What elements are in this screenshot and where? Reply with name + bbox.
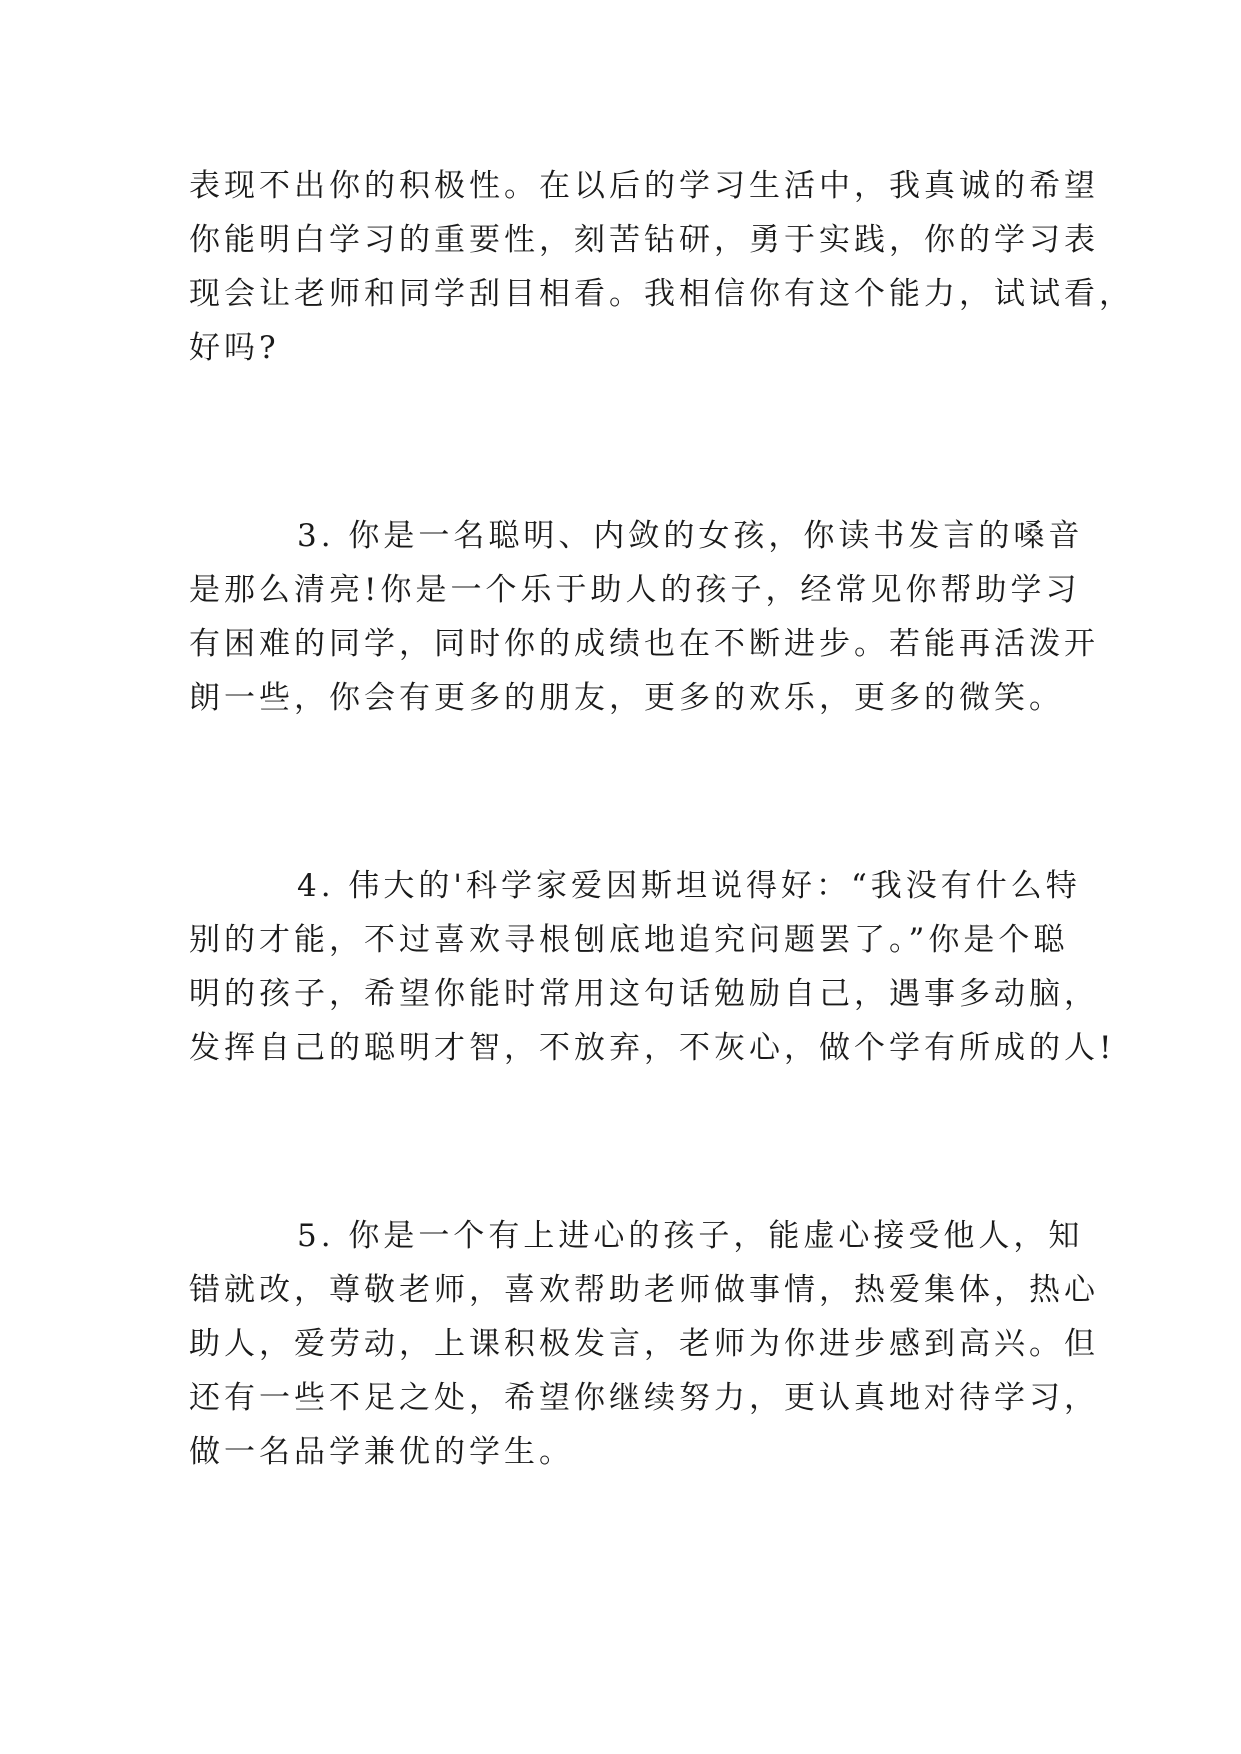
text-line: 5. 你是一个有上进心的孩子，能虚心接受他人，知	[297, 1218, 1084, 1254]
text-line: 别的才能，不过喜欢寻根刨底地追究问题罢了。”你是个聪	[189, 922, 1069, 958]
text-line: 朗一些，你会有更多的朋友，更多的欢乐，更多的微笑。	[189, 680, 1064, 716]
text-line: 3. 你是一名聪明、内敛的女孩，你读书发言的嗓音	[297, 518, 1084, 554]
text-line: 表现不出你的积极性。在以后的学习生活中，我真诚的希望	[189, 168, 1099, 204]
text-line: 4. 伟大的'科学家爱因斯坦说得好：“我没有什么特	[297, 868, 1081, 904]
text-line: 有困难的同学，同时你的成绩也在不断进步。若能再活泼开	[189, 626, 1099, 662]
text-line: 好吗?	[189, 330, 280, 366]
text-line: 错就改，尊敬老师，喜欢帮助老师做事情，热爱集体，热心	[189, 1272, 1099, 1308]
text-line: 你能明白学习的重要性，刻苦钻研，勇于实践，你的学习表	[189, 222, 1099, 258]
text-line: 发挥自己的聪明才智，不放弃，不灰心，做个学有所成的人!	[189, 1030, 1116, 1066]
text-line: 现会让老师和同学刮目相看。我相信你有这个能力，试试看，	[189, 276, 1134, 312]
text-line: 做一名品学兼优的学生。	[189, 1434, 574, 1470]
text-line: 是那么清亮!你是一个乐于助人的孩子，经常见你帮助学习	[189, 572, 1081, 608]
text-line: 还有一些不足之处，希望你继续努力，更认真地对待学习，	[189, 1380, 1099, 1416]
text-line: 助人，爱劳动，上课积极发言，老师为你进步感到高兴。但	[189, 1326, 1099, 1362]
text-line: 明的孩子，希望你能时常用这句话勉励自己，遇事多动脑，	[189, 976, 1099, 1012]
